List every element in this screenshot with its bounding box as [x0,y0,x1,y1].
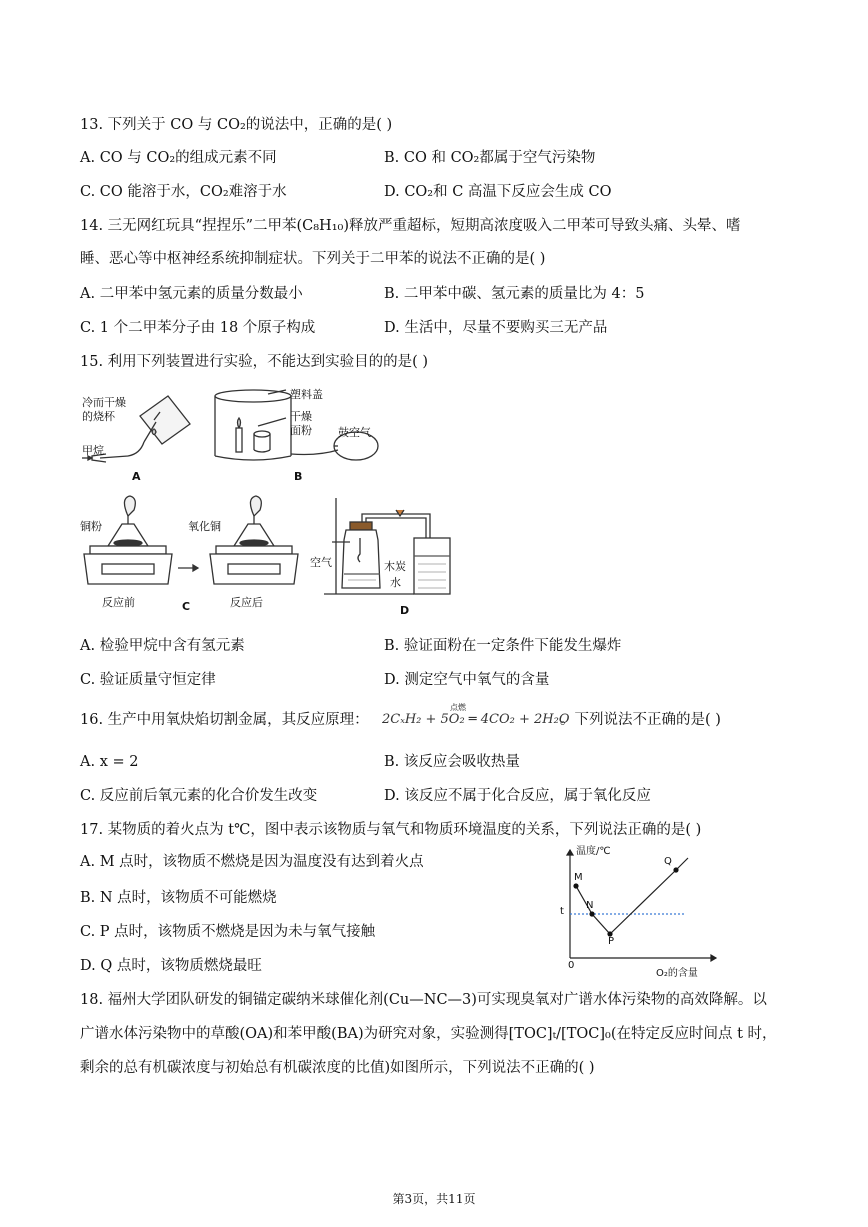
figure-d-caption: D [400,604,410,617]
figure-a-caption: A [132,470,141,483]
q17-stem: 17. 某物质的着火点为 t℃，图中表示该物质与氧气和物质环境温度的关系，下列说法正确的是( ) [80,822,702,838]
q16-option-b: B. 该反应会吸收热量 [384,754,520,770]
q13-option-d: D. CO₂和 C 高温下反应会生成 CO [384,184,612,200]
q13-option-a: A. CO 与 CO₂的组成元素不同 [80,150,277,166]
q16-equation: 2CₓH₂ + 5O₂ ═ 4CO₂ + 2H₂O [382,712,570,727]
q17-graph-point-m: M [574,872,583,883]
figure-d-label-water: 水 [390,576,401,589]
figure-d-drawing [310,494,480,618]
q14-option-d: D. 生活中，尽量不要购买三无产品 [384,320,608,336]
figure-c-label-copper: 铜粉 [80,520,102,533]
figure-c-label-before: 反应前 [102,596,135,609]
q17-graph-point-p: P [608,936,615,947]
figure-c-label-copper-oxide: 氧化铜 [188,520,221,533]
q16-stem-suffix: 。下列说法不正确的是( ) [560,712,721,728]
figure-d-label-air: 空气 [310,556,332,569]
q14-option-a: A. 二甲苯中氢元素的质量分数最小 [80,286,303,302]
figure-a-methane-beaker [78,384,198,484]
q17-graph-point-q: Q [664,856,672,867]
figure-c-mass-conservation [78,494,306,614]
q15-stem: 15. 利用下列装置进行实验，不能达到实验目的的是( ) [80,354,429,370]
figure-d-label-charcoal: 木炭 [384,560,406,573]
q17-graph-ylabel: 温度/℃ [576,846,611,857]
q16-equation-condition: 点燃 [450,703,466,712]
q14-option-c: C. 1 个二甲苯分子由 18 个原子构成 [80,320,316,336]
q17-temperature-graph [556,840,726,978]
q17-option-a: A. M 点时，该物质不燃烧是因为温度没有达到着火点 [80,854,424,870]
q16-option-c: C. 反应前后氧元素的化合价发生改变 [80,788,318,804]
figure-b-flour-explosion [208,384,408,484]
q13-option-b: B. CO 和 CO₂都属于空气污染物 [384,150,596,166]
page-footer: 第3页，共11页 [392,1192,476,1206]
figure-a-label-beaker-1: 冷而干燥 [82,396,126,409]
q17-graph-drawing [556,840,726,978]
q16-option-a: A. x = 2 [80,754,139,770]
figure-b-label-flour: 面粉 [290,424,312,437]
q17-option-d: D. Q 点时，该物质燃烧最旺 [80,958,262,974]
q14-option-b: B. 二甲苯中碳、氢元素的质量比为 4：5 [384,286,645,302]
figure-c-caption: C [182,600,191,613]
figure-a-label-methane: 甲烷 [82,444,104,457]
q16-option-d: D. 该反应不属于化合反应，属于氧化反应 [384,788,651,804]
q17-graph-t-label: t [560,906,564,917]
figure-b-label-air: 鼓空气 [338,426,371,439]
q14-stem-line1: 14. 三无网红玩具“捏捏乐”二甲苯(C₈H₁₀)释放严重超标，短期高浓度吸入二甲苯可导致头痛、头晕、嗜 [80,218,741,234]
q17-graph-point-n: N [586,900,594,911]
q15-option-a: A. 检验甲烷中含有氢元素 [80,638,245,654]
q15-option-b: B. 验证面粉在一定条件下能发生爆炸 [384,638,622,654]
figure-b-label-dry: 干燥 [290,410,312,423]
figure-b-label-lid: 塑料盖 [290,388,323,401]
q15-option-d: D. 测定空气中氧气的含量 [384,672,550,688]
q18-stem-line1: 18. 福州大学团队研发的铜锚定碳纳米球催化剂(Cu—NC—3)可实现臭氧对广谱水体污染物的高效降解。以 [80,992,767,1008]
figure-a-label-beaker-2: 的烧杯 [82,410,115,423]
q17-graph-origin: 0 [568,960,575,971]
q18-stem-line2: 广谱水体污染物中的草酸(OA)和苯甲酸(BA)为研究对象，实验测得[TOC]ₜ/[TOC]₀(在特定反应时间点 t 时， [80,1026,777,1042]
figure-c-label-after: 反应后 [230,596,263,609]
q16-stem-prefix: 16. 生产中用氧炔焰切割金属，其反应原理： [80,712,369,728]
q15-option-c: C. 验证质量守恒定律 [80,672,216,688]
q18-stem-line3: 剩余的总有机碳浓度与初始总有机碳浓度的比值)如图所示，下列说法不正确的( ) [80,1060,595,1076]
q17-option-b: B. N 点时，该物质不可能燃烧 [80,890,277,906]
q17-option-c: C. P 点时，该物质不燃烧是因为未与氧气接触 [80,924,376,940]
figure-d-oxygen-content [310,494,480,618]
figure-b-caption: B [294,470,303,483]
q17-graph-xlabel: O₂的含量 [656,968,698,979]
q13-option-c: C. CO 能溶于水，CO₂难溶于水 [80,184,287,200]
q13-stem: 13. 下列关于 CO 与 CO₂的说法中，正确的是( ) [80,117,393,133]
q14-stem-line2: 睡、恶心等中枢神经系统抑制症状。下列关于二甲苯的说法不正确的是( ) [80,251,546,267]
